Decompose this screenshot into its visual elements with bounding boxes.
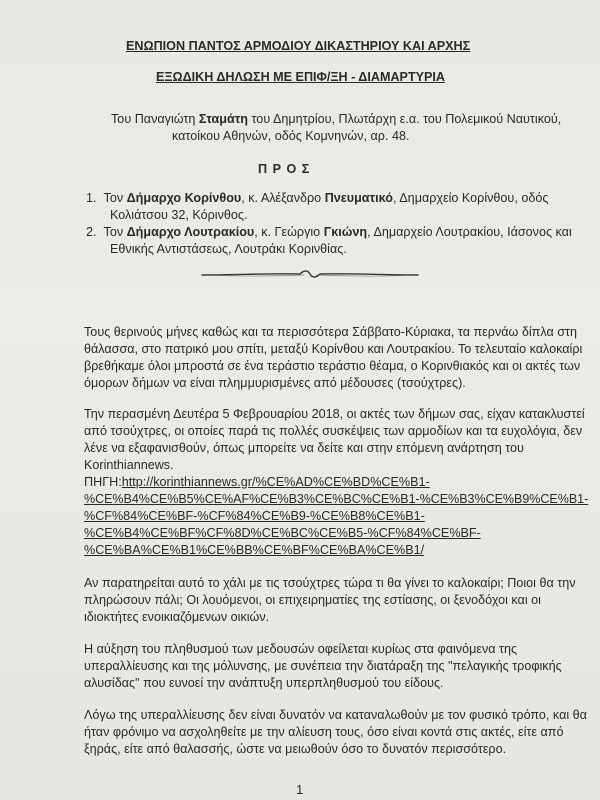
recipient-1-cont: Κολιάτσου 32, Κόρινθος. bbox=[110, 208, 248, 222]
sender-prefix: Του Παναγιώτη bbox=[111, 112, 199, 126]
p4-line: αλυσίδας" που ευνοεί την ανάπτυξη υπερπληθυσμού του είδους. bbox=[84, 676, 444, 690]
recipient-address: , Δημαρχείο Κορίνθου, οδός bbox=[392, 191, 549, 205]
recipient-prefix: Τον bbox=[103, 191, 127, 205]
source-link[interactable]: http://korinthiannews.gr/%CE%AD%CE%BD%CE%B1- bbox=[121, 475, 430, 489]
page-number: 1 bbox=[296, 782, 304, 797]
recipient-surname: Γκιώνη bbox=[323, 225, 368, 239]
p4-line: Η αύξηση του πληθυσμού των μεδουσών οφείλεται κυρίως στα φαινόμενα της bbox=[84, 642, 518, 656]
recipient-text: , κ. Αλέξανδρο bbox=[241, 191, 325, 205]
recipient-title: Δήμαρχο Λουτρακίου bbox=[126, 225, 255, 239]
recipient-2-cont: Εθνικής Αντιστάσεως, Λουτράκι Κορινθίας. bbox=[110, 242, 347, 256]
p2-line: Την περασμένη Δευτέρα 5 Φεβρουαρίου 2018, οι ακτές των δήμων σας, είχαν κατακλυστεί bbox=[84, 407, 585, 421]
recipient-2 bbox=[86, 224, 572, 240]
p5-line: ήταν φρόνιμο να ασχοληθείτε με την αλίευση τους, όσο είναι κοντά στις ακτές, είτε από bbox=[84, 725, 564, 739]
p5-line: Λόγω της υπεραλλίευσης δεν είναι δυνατόν να καταναλωθούν με τον φυσικό τρόπο, και θα bbox=[84, 708, 587, 722]
sender-suffix: του Δημητρίου, Πλωτάρχη ε.α. του Πολεμικού Ναυτικού, bbox=[248, 112, 562, 126]
p3-line: Αν παρατηρείται αυτό το χάλι με τις τσούχτρες τώρα τι θα γίνει το καλοκαίρι; Ποιοι θα την bbox=[84, 576, 576, 590]
source-link-cont[interactable]: %CF%84%CE%BF-%CF%84%CE%B9-%CE%B8%CE%B1- bbox=[84, 509, 425, 523]
p2-line: από τσούχτρες, οι οποίες παρά τις πολλές συσκέψεις των αρμοδίων και τα ευχολόγια, δεν bbox=[84, 424, 583, 438]
recipient-address: , Δημαρχείο Λουτρακίου, Ιάσονος και bbox=[367, 225, 572, 239]
sender-surname: Σταμάτη bbox=[198, 112, 249, 126]
recipient-surname: Πνευματικό bbox=[324, 191, 393, 205]
p2-line: λένε να εξαφανισθούν, όπως μπορείτε να δείτε και στην επόμενη ανάρτηση του bbox=[84, 441, 524, 455]
p2-line: Korinthiannews. bbox=[84, 458, 174, 472]
p3-line: πληρώσουν πάλι; Οι λουόμενοι, οι επιχειρηματίες της εστίασης, οι ξενοδόχοι και οι bbox=[84, 593, 541, 607]
p5-line: ξηράς, είτε από θαλασσής, ώστε να μειωθούν όσο το δυνατόν περισσότερο. bbox=[84, 742, 507, 756]
p3-line: ιδιοκτήτες ενοικιαζόμενων οικιών. bbox=[84, 610, 270, 624]
source-link-cont[interactable]: %CE%BA%CE%B1%CE%BB%CE%BF%CE%BA%CE%B1/ bbox=[84, 543, 425, 557]
source-line bbox=[84, 474, 430, 490]
p1-line: όμορων δήμων να είναι πλημμυρισμένες από μέδουσες (τσούχτρες). bbox=[84, 376, 466, 390]
header-subtitle: ΕΞΩΔΙΚΗ ΔΗΛΩΣΗ ΜΕ ΕΠΙΦ/ΞΗ - ΔΙΑΜΑΡΤΥΡΙΑ bbox=[156, 70, 446, 84]
source-label: ΠΗΓΗ: bbox=[84, 475, 122, 489]
recipient-1 bbox=[86, 190, 548, 206]
recipient-text: , κ. Γεώργιο bbox=[254, 225, 324, 239]
p1-line: βρεθήκαμε όλοι μπροστά σε ένα τεράστιο τεράστιο θέαμα, ο Κορινθιακός και οι ακτές των bbox=[84, 359, 581, 373]
ornament-divider-icon bbox=[200, 268, 420, 282]
header-title: ΕΝΩΠΙΟΝ ΠΑΝΤΟΣ ΑΡΜΟΔΙΟΥ ΔΙΚΑΣΤΗΡΙΟΥ ΚΑΙ ΑΡΧΗΣ bbox=[126, 39, 471, 53]
p4-line: υπεραλλίευσης και της μόλυνσης, με συνέπεια την διατάραξη της "πελαγικής τροφικής bbox=[84, 659, 562, 673]
p1-line: Τους θερινούς μήνες καθώς και τα περισσότερα Σάββατο-Κύριακα, τα περνάω δίπλα στη bbox=[84, 325, 578, 339]
source-link-cont[interactable]: %CE%B4%CE%BF%CF%8D%CE%BC%CE%B5-%CF%84%CE%BF- bbox=[84, 526, 481, 540]
pros-heading: Π Ρ Ο Σ bbox=[258, 162, 311, 176]
sender-line-2: κατοίκου Αθηνών, οδός Κομνηνών, αρ. 48. bbox=[172, 129, 410, 143]
recipient-number: 1. bbox=[86, 191, 97, 205]
sender-line-1 bbox=[111, 111, 561, 127]
source-link-cont[interactable]: %CE%B4%CE%B5%CE%AF%CE%B3%CE%BC%CE%B1-%CE%B3%CE%B9%CE%B1- bbox=[84, 492, 589, 506]
p1-line: θάλασσα, στο πατρικό μου σπίτι, μεταξύ Κορίνθου και Λουτρακίου. Το τελευταίο καλοκαίρι bbox=[84, 342, 583, 356]
recipient-number: 2. bbox=[86, 225, 97, 239]
recipient-title: Δήμαρχο Κορίνθου bbox=[126, 191, 242, 205]
recipient-prefix: Τον bbox=[103, 225, 127, 239]
